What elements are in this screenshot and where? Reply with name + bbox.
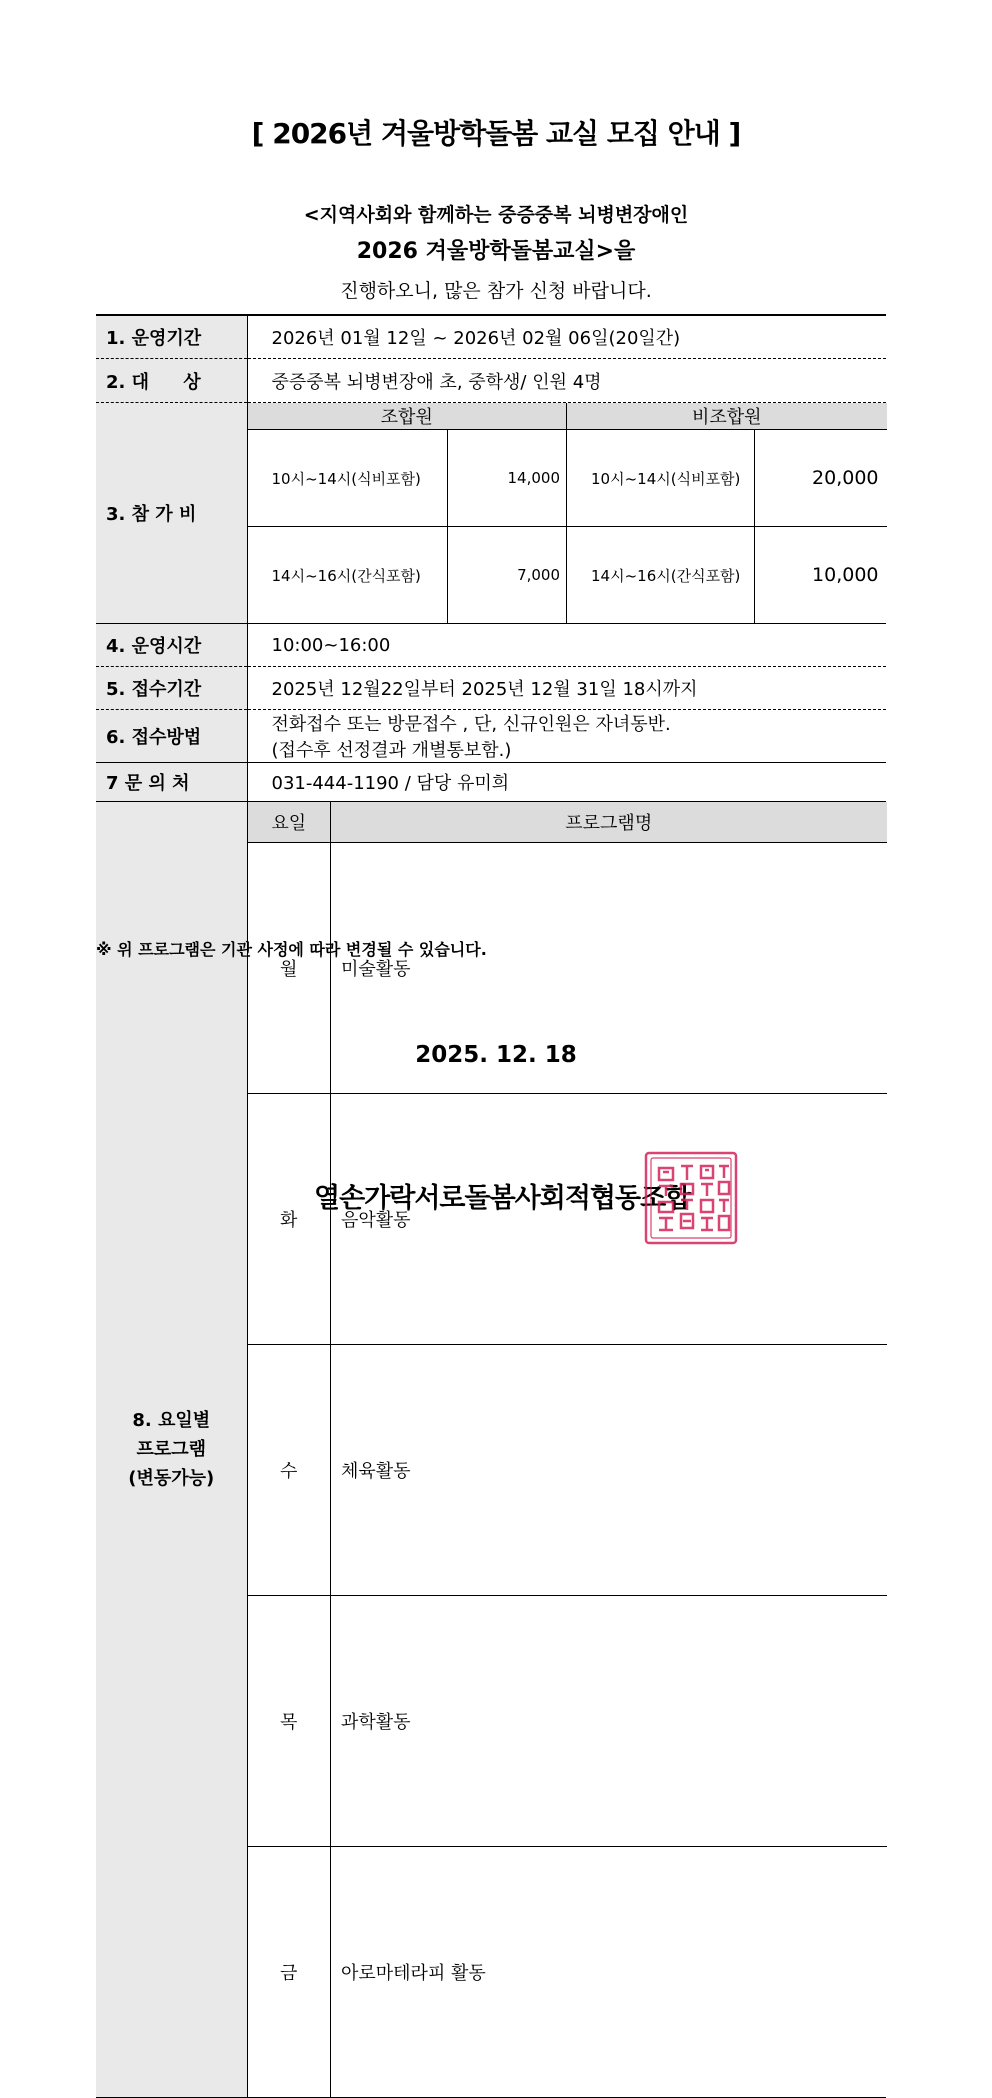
program-name: 음악활동 xyxy=(331,1094,887,1345)
member-time-1: 10시~14시(식비포함) xyxy=(248,430,448,527)
organization-name: 열손가락서로돌봄사회적협동조합 xyxy=(314,1183,691,1214)
program-label xyxy=(96,802,247,2098)
program-row xyxy=(248,1847,887,2098)
application-method-value xyxy=(247,710,886,763)
program-name: 과학활동 xyxy=(331,1596,887,1847)
nonmember-price-2: 10,000 xyxy=(755,527,887,624)
program-row xyxy=(248,1345,887,1596)
operation-hours-value: 10:00~16:00 xyxy=(247,624,886,667)
program-label-line-3: (변동가능) xyxy=(128,1468,215,1489)
contact-value: 031-444-1190 / 담당 유미희 xyxy=(247,763,886,802)
intro-line-3: 진행하오니, 많은 참가 신청 바랍니다. xyxy=(340,280,652,302)
application-method-line-2: (접수후 선정결과 개별통보함.) xyxy=(271,740,512,761)
program-label-line-1: 8. 요일별 xyxy=(132,1410,211,1431)
nonmember-price-1: 20,000 xyxy=(755,430,887,527)
target-label xyxy=(96,359,247,403)
application-period-value: 2025년 12월22일부터 2025년 12월 31일 18시까지 xyxy=(247,667,886,710)
member-price-1: 14,000 xyxy=(448,430,567,527)
program-cell xyxy=(247,802,886,2098)
program-day: 금 xyxy=(248,1847,331,2098)
fee-label: 3. 참 가 비 xyxy=(96,403,247,624)
change-notice: ※ 위 프로그램은 기관 사정에 따라 변경될 수 있습니다. xyxy=(96,940,487,959)
application-method-label: 6. 접수방법 xyxy=(96,710,247,763)
nonmember-time-2: 14시~16시(간식포함) xyxy=(567,527,755,624)
row-operation-period xyxy=(96,315,886,359)
member-price-2: 7,000 xyxy=(448,527,567,624)
official-seal-icon xyxy=(643,1150,739,1246)
program-table xyxy=(248,802,887,2097)
intro-line-2: 2026 겨울방학돌봄교실>을 xyxy=(356,239,636,264)
row-fee xyxy=(96,403,886,624)
fee-cell xyxy=(247,403,886,624)
application-method-line-1: 전화접수 또는 방문접수 , 단, 신규인원은 자녀동반. xyxy=(271,714,671,735)
program-label-line-2: 프로그램 xyxy=(136,1439,207,1460)
program-name: 체육활동 xyxy=(331,1345,887,1596)
nonmember-header: 비조합원 xyxy=(567,403,887,430)
member-time-2: 14시~16시(간식포함) xyxy=(248,527,448,624)
row-application-method xyxy=(96,710,886,763)
row-contact xyxy=(96,763,886,802)
operation-period-label: 1. 운영기간 xyxy=(96,315,247,359)
issue-date: 2025. 12. 18 xyxy=(415,1042,577,1068)
program-day: 월 xyxy=(248,843,331,1094)
application-period-label: 5. 접수기간 xyxy=(96,667,247,710)
target-value: 중증중복 뇌병변장애 초, 중학생/ 인원 4명 xyxy=(247,359,886,403)
nonmember-time-1: 10시~14시(식비포함) xyxy=(567,430,755,527)
row-target xyxy=(96,359,886,403)
target-label-text: 대 상 xyxy=(131,371,215,393)
page-title: [ 2026년 겨울방학돌봄 교실 모집 안내 ] xyxy=(251,117,741,150)
member-header: 조합원 xyxy=(248,403,567,430)
row-program xyxy=(96,802,886,2098)
program-day: 화 xyxy=(248,1094,331,1345)
operation-hours-label: 4. 운영시간 xyxy=(96,624,247,667)
day-header: 요일 xyxy=(248,802,331,843)
program-name: 미술활동 xyxy=(331,843,887,1094)
program-day: 수 xyxy=(248,1345,331,1596)
program-row xyxy=(248,1094,887,1345)
row-operation-hours xyxy=(96,624,886,667)
contact-label: 7 문 의 처 xyxy=(96,763,247,802)
target-label-num: 2. xyxy=(106,371,126,393)
program-name: 아로마테라피 활동 xyxy=(341,1963,486,1984)
program-name-header: 프로그램명 xyxy=(331,802,887,843)
fee-table xyxy=(248,403,887,623)
row-application-period xyxy=(96,667,886,710)
intro-line-1: <지역사회와 함께하는 중증중복 뇌병변장애인 xyxy=(303,204,689,226)
program-day: 목 xyxy=(248,1596,331,1847)
program-row xyxy=(248,1596,887,1847)
operation-period-value: 2026년 01월 12일 ~ 2026년 02월 06일(20일간) xyxy=(247,315,886,359)
